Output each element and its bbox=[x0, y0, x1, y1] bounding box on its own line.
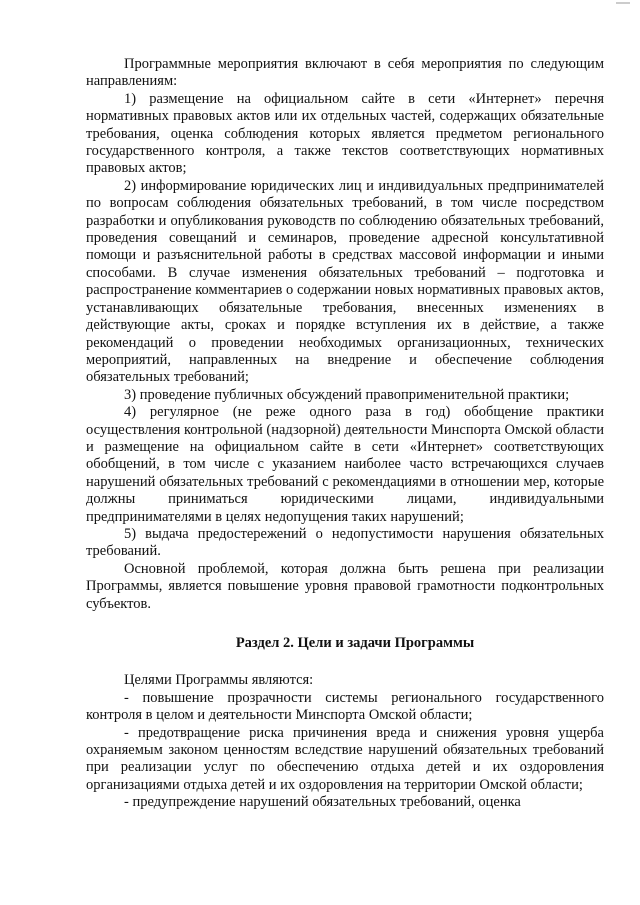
goals-intro: Целями Программы являются: bbox=[124, 672, 314, 689]
scan-mark bbox=[616, 2, 630, 4]
list-item-1: 1) размещение на официальном сайте в сети «Интернет» перечня нормативных правовых актов или их отдельных частей, содержащих обязательные требования, оценка соблюдения которых является предметом регионального государственного контроля, а также текстов соответствующих нормативных правовых актов; bbox=[86, 90, 604, 177]
goal-item-3: - предупреждение нарушений обязательных требований, оценка bbox=[124, 794, 521, 811]
section2-heading: Раздел 2. Цели и задачи Программы bbox=[235, 635, 475, 651]
list-item-3: 3) проведение публичных обсуждений правоприменительной практики; bbox=[124, 386, 570, 403]
list-item-4: 4) регулярное (не реже одного раза в год) обобщение практики осуществления контрольной (надзорной) деятельности Минспорта Омской области и размещение на официальном сайте в сети «Интернет» соответствующих обобщений, в том числе с указанием наиболее часто встречающихся случаев нарушений обязательных требований с рекомендациями в отношении мер, которые должны приниматься юридическими лицами, индивидуальными предпринимателями в целях недопущения таких нарушений; bbox=[86, 404, 604, 525]
list-item-5: 5) выдача предостережений о недопустимости нарушения обязательных требований. bbox=[86, 525, 604, 560]
section1-intro: Программные мероприятия включают в себя мероприятия по следующим направлениям: bbox=[86, 56, 604, 90]
problem-paragraph: Основной проблемой, которая должна быть решена при реализации Программы, является повышение уровня правовой грамотности подконтрольных субъектов. bbox=[86, 560, 604, 612]
goal-item-2: - предотвращение риска причинения вреда и снижения уровня ущерба охраняемым законом ценностям вследствие нарушений обязательных требований при реализации услуг по обеспечению отдыха детей и их оздоровления организациями отдыха детей и их оздоровления на территории Омской области; bbox=[86, 724, 604, 793]
list-item-2: 2) информирование юридических лиц и индивидуальных предпринимателей по вопросам соблюдения обязательных требований, в том числе посредством разработки и опубликования руководств по соблюдению обязательных требований, проведения совещаний и семинаров, проведение адресной консультативной помощи и разъяснительной работы в средствах массовой информации и иными способами. В случае изменения обязательных требований – подготовка и распространение комментариев о содержании новых нормативных правовых актов, устанавливающих обязательные требования, внесенных изменениях в действующие акты, сроках и порядке вступления их в действие, а также рекомендаций о проведении необходимых организационных, технических мероприятий, направленных на внедрение и обеспечение соблюдения обязательных требований; bbox=[86, 177, 604, 386]
goal-item-1: - повышение прозрачности системы регионального государственного контроля в целом и деятельности Минспорта Омской области; bbox=[86, 689, 604, 724]
